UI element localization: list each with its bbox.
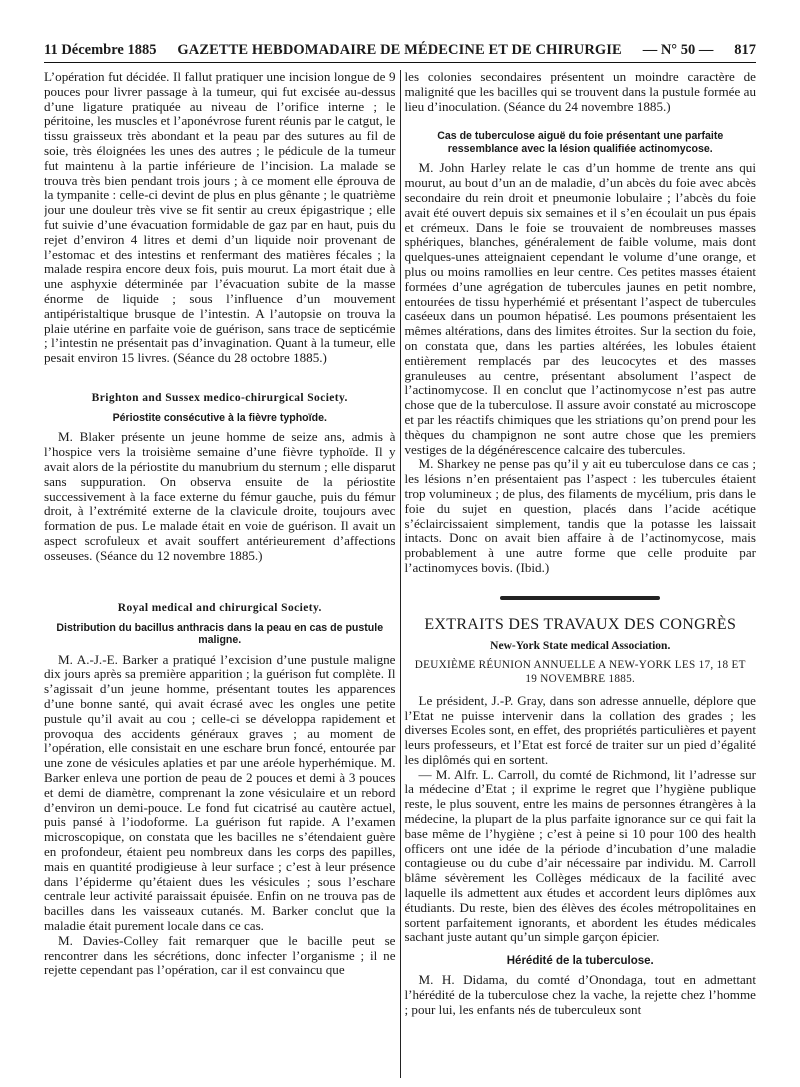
- paragraph-gray: Le président, J.-P. Gray, dans son adresse annuelle, déplore que l’Etat ne puisse intervenir dans la collation des grades ; les diverses Ecoles sont, en effet, des propriétés particulières et payent leurs professeurs, et l’Etat est forcé de traiter sur un pied d’égalité les diplômés qui en sortent.: [404, 692, 756, 767]
- two-column-body: [44, 70, 756, 1078]
- page-number: 817: [734, 41, 756, 58]
- paragraph-barker: M. A.-J.-E. Barker a pratiqué l’excision d’une pustule maligne dix jours après sa première apparition ; la guérison fut complète. Il s’agissait d’un jeune homme, présentant toutes les apparences d’une bonne santé, qui avait écrasé avec les ongles une petite pustule qu’il avait au cou ; celle-ci se développa rapidement et provoqua des accidents généraux graves ; au moment de l’opération, elle consistait en une eschare brun foncé, entourée par une zone de vésicules aplaties et par une aréole hyperhémique. M. Barker enleva une portion de peau de 2 pouces et demi à 3 pouces et demi de diamètre, comprenant la zone vésiculaire et un rebord d’environ un demi-pouce. Le fond fut cicatrisé au cautère actuel, puis pansé à l’iodoforme. La guérison fut rapide. A l’examen microscopique, on constata que les bacilles ne s’étendaient guère en profondeur, étaient peu nombreux dans les corps des papilles, mais en quantité prodigieuse à leur surface ; c’est à leur présence dans l’épiderme qu’étaient dues les vésicules ; sous l’eschare centrale leur activité paraissait épuisée. Enfin on ne trouva pas de bacilles dans les vaisseaux cutanés. M. Barker conclut que la maladie était purement locale dans ce cas.: [44, 651, 396, 933]
- left-column: [44, 70, 399, 1078]
- paragraph-carroll: — M. Alfr. L. Carroll, du comté de Richmond, lit l’adresse sur la médecine d’Etat ; il exprime le regret que l’hygiène publique reste, le plus souvent, entre les mains de personnes étrangères à la médecine, la plupart de la plus parfaite ignorance sur ce qui fait la base même de l’hygiène ; c’est à peine si 10 pour 100 des health officers ont une idée de la période d’incubation d’une maladie contagieuse ou du cube d’air nécessaire par individu. M. Carroll blâme sévèrement les Collèges médicaux de la facilité avec laquelle ils admettent aux études et accordent leurs diplômes aux étudiants. Du reste, bien des élèves des écoles métropolitaines en sortent parfaitement ignorants, et abordent les études médicales sachant juste autant qu’un simple garçon épicier.: [404, 766, 756, 945]
- subheading-periostite: Périostite consécutive à la fièvre typhoïde.: [112, 411, 327, 424]
- paragraph-blaker: M. Blaker présente un jeune homme de seize ans, admis à l’hospice vers la troisième semaine d’une fièvre typhoïde. Il y avait alors de la périostite du manubrium du sternum ; elle disparut sans suppuration. On observa ensuite de la périostite successivement à la face externe du fémur gauche, puis du fémur droit, à l’extrémité externe de la clavicule droite, toujours avec formation de pus. Le malade était en voie de guérison. Il avait un aspect scrofuleux et avait souffert antérieurement d’affections osseuses. (Séance du 12 novembre 1885.): [44, 429, 396, 563]
- subheading-tuberculose-foie: Cas de tuberculose aiguë du foie présentant une parfaite ressemblance avec la lésion qualifiée actinomycose.: [437, 130, 724, 155]
- paragraph-didama: M. H. Didama, du comté d’Onondaga, tout en admettant l’hérédité de la tuberculose chez la vache, la rejette chez l’homme ; pour lui, les enfants nés de tuberculeux sont: [404, 972, 756, 1017]
- subheading-bacillus: Distribution du bacillus anthracis dans la peau en cas de pustule maligne.: [56, 621, 384, 647]
- association-heading: New-York State medical Association.: [490, 639, 671, 652]
- paragraph-harley: M. John Harley relate le cas d’un homme de trente ans qui mourut, au bout d’un an de maladie, d’un abcès du foie avec abcès secondaire du rein droit et pneumonie lobulaire ; l’abcès du foie avait été ouvert depuis six semaines et il s’en écoulait un pus épais et crémeux. Dans le foie se trouvaient de nombreuses masses sphériques, blanches, généralement de faible volume, mais dont quelques-unes atteignaient cependant le volume d’une orange, et plus ou moins ramollies en leur centre. Ces petites masses étaient formées d’une agrégation de tubercules jaunes en petit nombre, entourées de tissu hyperhémié et présentant l’aspect de tubercules caséeux dans un poumon hépatisé. Les poumons présentaient les mêmes altérations, dans des limites étroites. Sur la section du foie, on constata que, dans les parties altérées, les lobules étaient entièrement remplacés par des leucocytes et des masses granuleuses au centre, présentant absolument l’aspect de l’actinomycose. Il en conclut que l’actinomycose n’est pas autre chose que de la tuberculose. Il assure avoir constaté au microscope et par les réactifs chimiques que les striations qu’on prend pour les thèques du champignon ne sont autre chose que les premiers vestiges de la dégénérescence calcaire des tubercules.: [404, 160, 756, 457]
- meeting-subheading: DEUXIÈME RÉUNION ANNUELLE A NEW-YORK LES 17, 18 ET 19 NOVEMBRE 1885.: [414, 658, 746, 685]
- section-separator: [500, 596, 660, 600]
- paragraph-davies-colley: M. Davies-Colley fait remarquer que le bacille peut se rencontrer dans les sécrétions, donc infecter l’organisme ; il ne rejette cependant pas l’opération, car il est convaincu que: [44, 932, 396, 978]
- header-date: 11 Décembre 1885: [44, 41, 157, 58]
- society-heading-brighton: Brighton and Sussex medico-chirurgical Society.: [91, 391, 348, 404]
- issue-number: — N° 50 —: [642, 41, 714, 58]
- paragraph-colonies: les colonies secondaires présentent un moindre caractère de malignité que les bacilles qui se trouvent dans la pustule formée au lieu d’inoculation. (Séance du 24 novembre 1885.): [404, 70, 756, 114]
- journal-title: GAZETTE HEBDOMADAIRE DE MÉDECINE ET DE CHIRURGIE: [177, 41, 622, 58]
- right-column: [402, 70, 757, 1078]
- running-header: [44, 38, 756, 63]
- society-heading-royal: Royal medical and chirurgical Society.: [117, 601, 322, 614]
- subheading-heredite: Hérédité de la tuberculose.: [506, 955, 654, 968]
- paragraph-operation: L’opération fut décidée. Il fallut pratiquer une incision longue de 9 pouces pour livrer passage à la tumeur, qui fut excisée au-dessus d’une ligature pratiquée au niveau de l’orifice interne ; le péritoine, les muscles et l’aponévrose furent réunis par le catgut, le tissu graisseux très abondant et la peau par des sutures au fil de soie, très éloignées les unes des autres ; le pédicule de la tumeur fut maintenu à la partie inférieure de l’incision. La malade se trouva très bien pendant trois jours ; à ce moment elle éprouva de la tympanite : celle-ci devint de plus en plus gênante ; le quatrième jour une douleur très vive se fit sentir au creux épigastrique ; elle fut suivie d’une évacuation formidable de gaz par en haut, puis du rejet d’environ 4 litres et demi d’un liquide noir provenant de l’estomac et des intestins et renfermant des matières fécales ; la malade respira encore deux fois, puis mourut. La mort était due à une asphyxie déterminée par l’évacuation subite de la masse énorme de liquide ; sous l’influence d’un mouvement antipéristaltique brusque de l’intestin. A l’autopsie on trouva la plaie utérine en parfaite voie de guérison, sans trace de septicémie ; l’intestin ne présentait pas d’invagination. Quant à la tumeur, elle pesait environ 15 livres. (Séance du 28 octobre 1885.): [44, 70, 396, 366]
- paragraph-sharkey: M. Sharkey ne pense pas qu’il y ait eu tuberculose dans ce cas ; les lésions n’en présentaient pas l’aspect : les tubercules étaient trop volumineux ; de plus, des filaments de mycélium, pris dans le foie du sujet en question, placés dans l’acide acétique s’éclaircissaient simplement, tandis que la potasse les laissait intacts. Donc on avait bien affaire à de l’actinomycose, mais probablement à une autre forme que celle produite par l’actinomyces bovis. (Ibid.): [404, 456, 756, 575]
- section-heading-extraits: EXTRAITS DES TRAVAUX DES CONGRÈS: [424, 615, 737, 633]
- column-divider: [400, 70, 401, 1078]
